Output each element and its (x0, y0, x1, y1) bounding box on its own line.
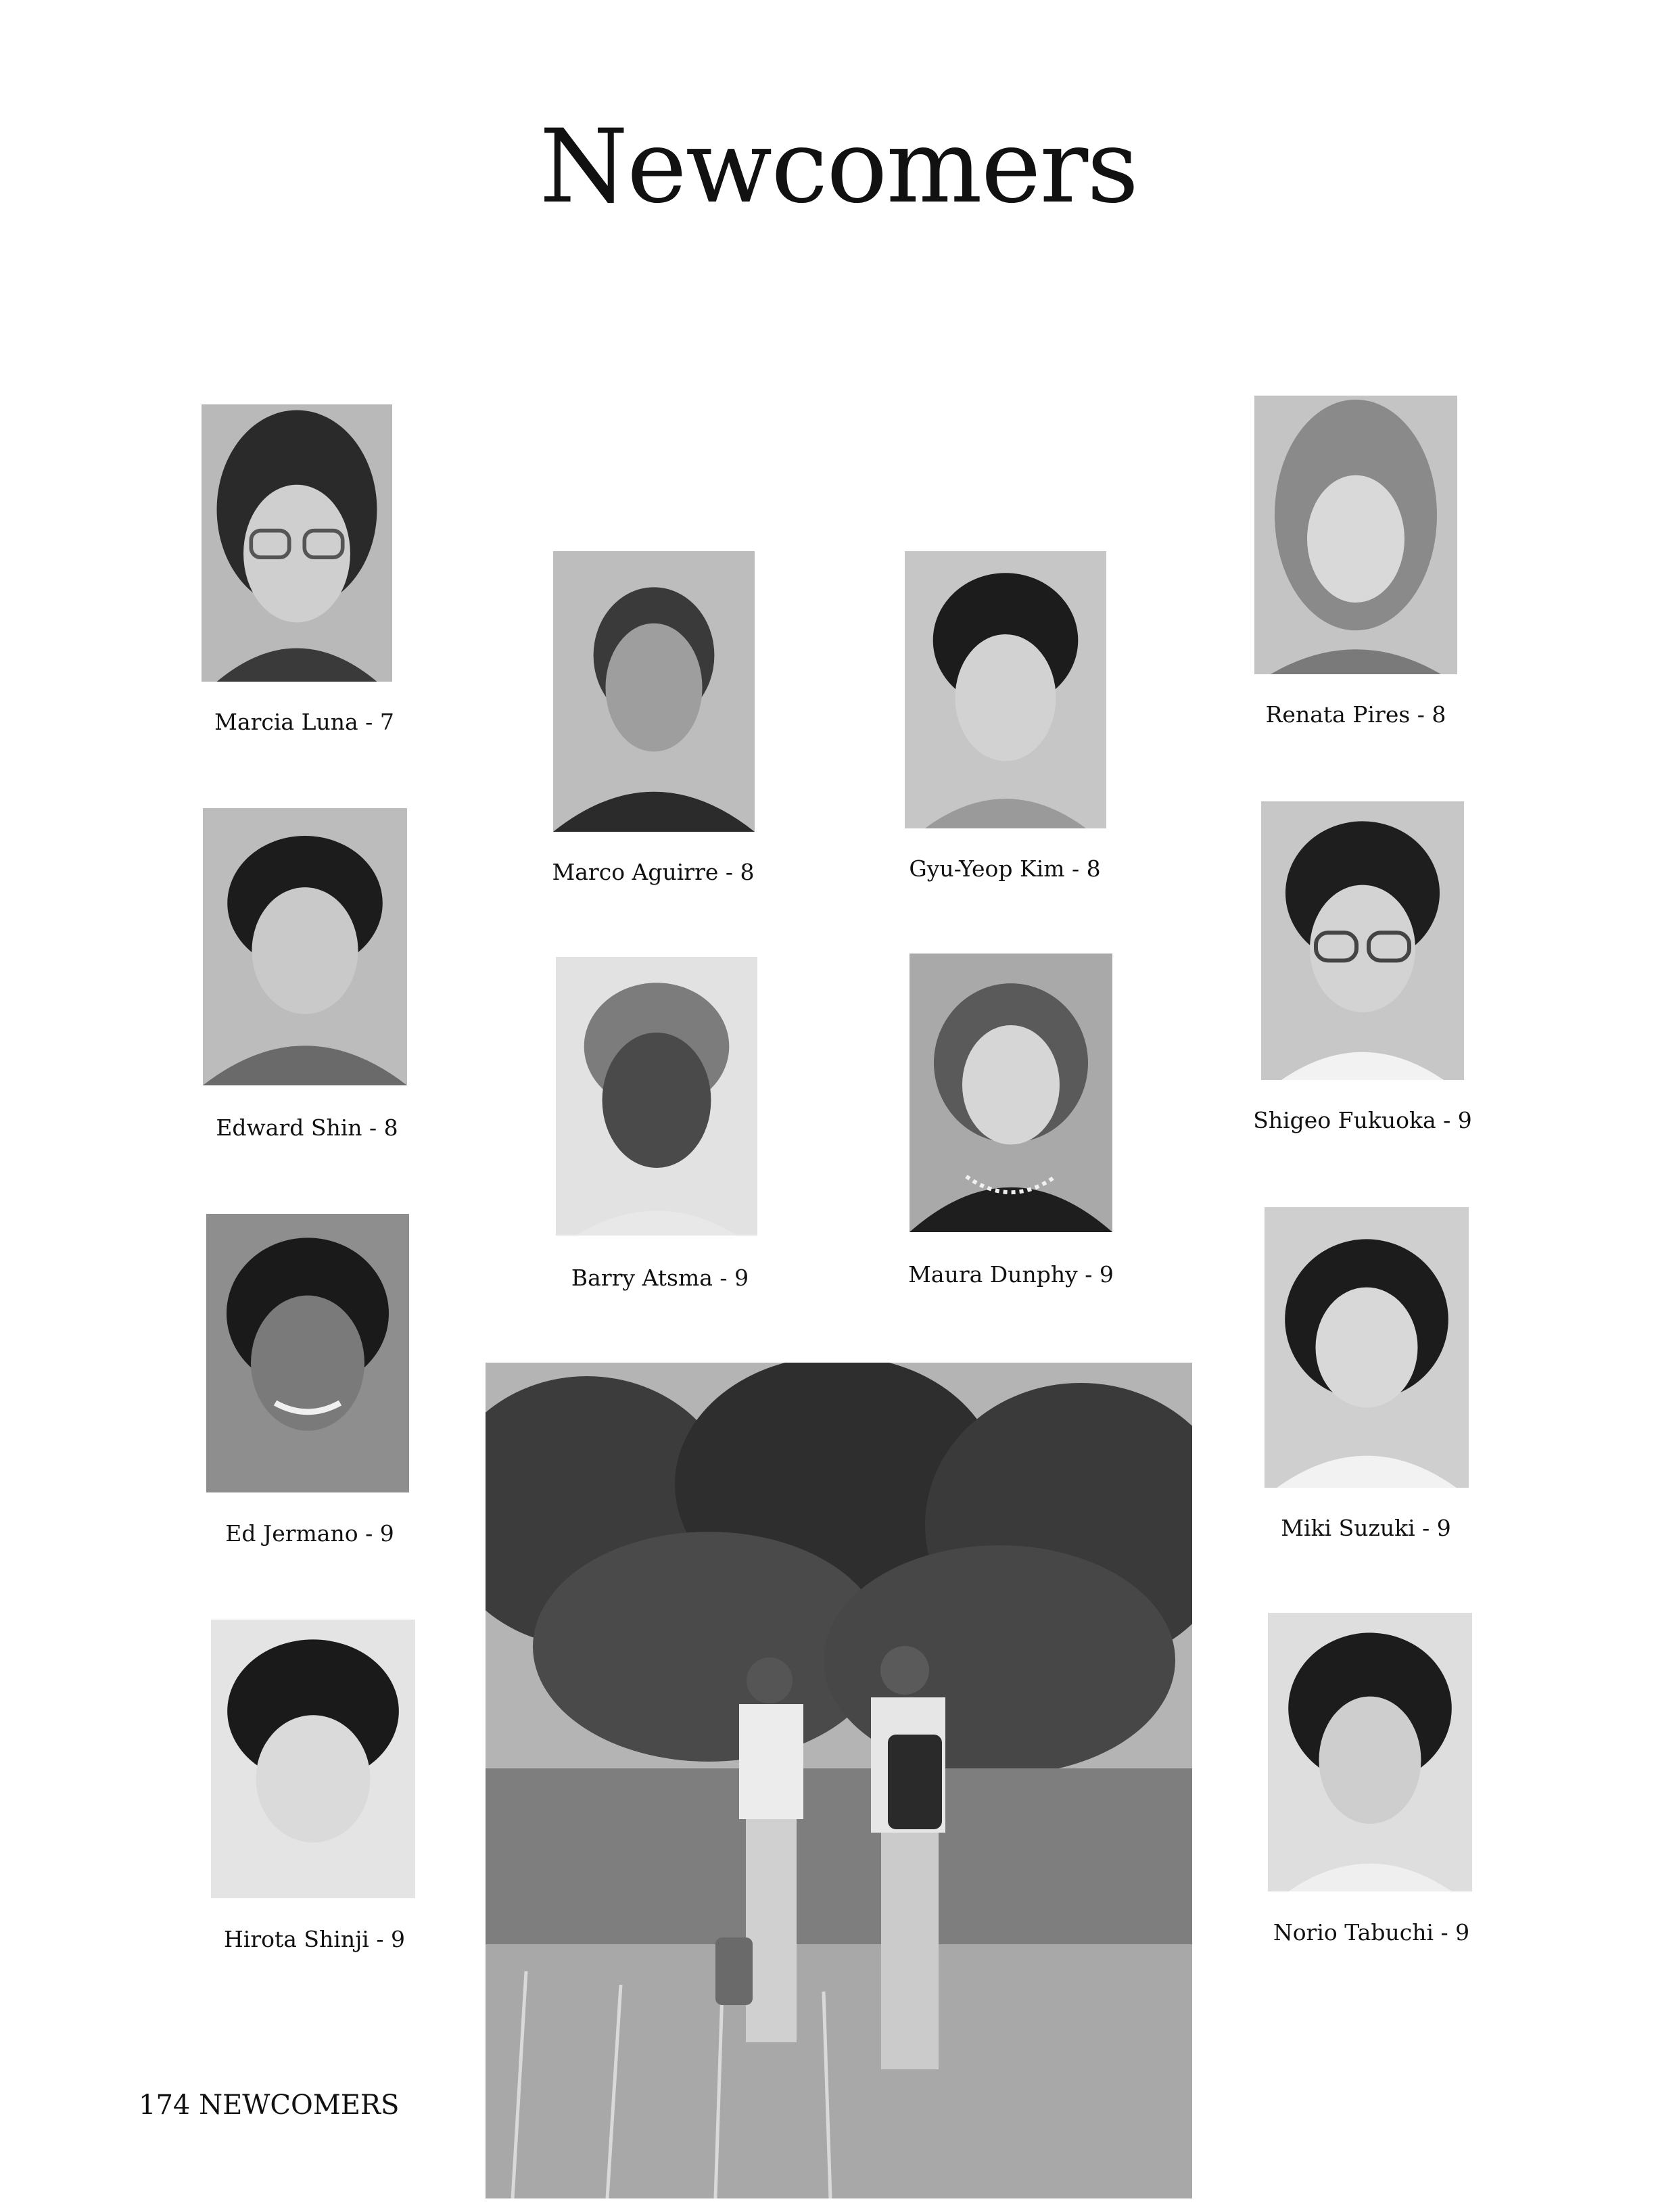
portrait-photo (1268, 1613, 1472, 1891)
portrait-photo (556, 957, 757, 1236)
portrait-photo (1254, 396, 1457, 674)
portrait-caption: Renata Pires - 8 (1265, 701, 1446, 728)
portrait-caption: Marco Aguirre - 8 (552, 859, 755, 885)
page-footer: 174 NEWCOMERS (139, 2090, 400, 2121)
portrait-caption: Shigeo Fukuoka - 9 (1253, 1107, 1472, 1133)
portrait-caption: Edward Shin - 8 (216, 1114, 398, 1141)
portrait-caption: Barry Atsma - 9 (571, 1265, 749, 1291)
portrait-photo (211, 1620, 415, 1898)
group-photo (486, 1363, 1192, 2198)
portrait-photo (203, 808, 407, 1085)
portrait-caption: Maura Dunphy - 9 (908, 1261, 1114, 1288)
portrait-photo (1265, 1207, 1469, 1488)
portrait-caption: Gyu-Yeop Kim - 8 (909, 855, 1101, 882)
portrait-caption: Norio Tabuchi - 9 (1273, 1919, 1470, 1946)
portrait-photo (905, 551, 1106, 828)
portrait-caption: Hirota Shinji - 9 (224, 1926, 405, 1952)
portrait-photo (202, 404, 392, 682)
portrait-photo (553, 551, 755, 832)
page-title: Newcomers (539, 108, 1138, 226)
portrait-caption: Ed Jermano - 9 (225, 1520, 394, 1547)
portrait-photo (1261, 801, 1464, 1080)
portrait-photo (206, 1214, 409, 1492)
portrait-caption: Marcia Luna - 7 (214, 709, 394, 735)
portrait-caption: Miki Suzuki - 9 (1281, 1515, 1451, 1541)
portrait-photo (910, 954, 1112, 1232)
